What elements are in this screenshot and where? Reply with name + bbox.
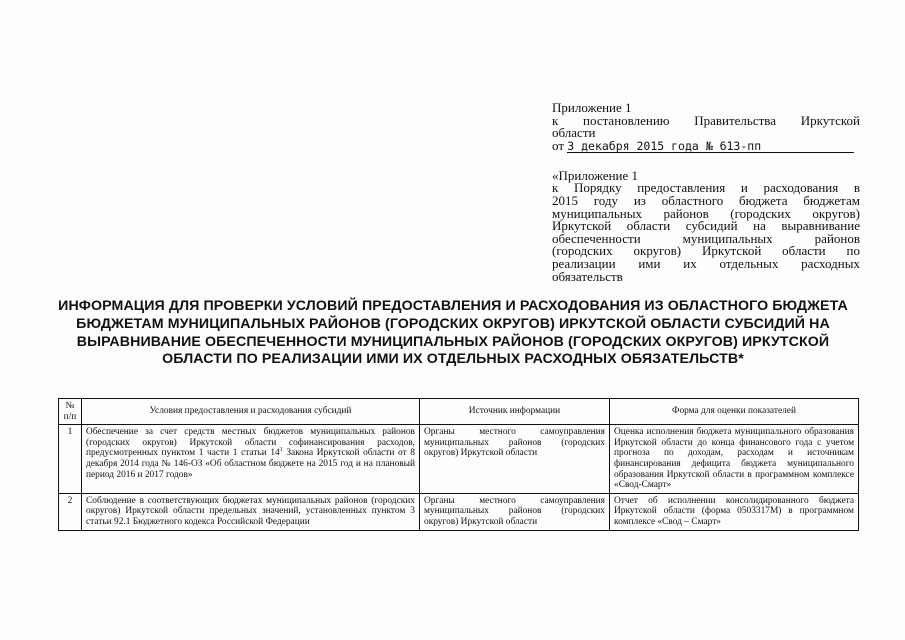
appendix-line: к постановлению Правительства Иркутской [552, 112, 860, 128]
row-conditions: Соблюдение в соответствующих бюджетах муниципальных районов (городских округов) Иркутской области предельных значений, установленных пунктом 3 статьи 92.1 Бюджетного кодекса Российской Федерации [82, 493, 420, 530]
resolution-date-line [552, 137, 860, 153]
row-source: Органы местного самоуправления муниципальных районов (городских округов) Иркутской области [420, 493, 610, 530]
table-header-row [59, 399, 859, 425]
inner-appendix-line: реализации ими их отдельных расходных [552, 255, 860, 271]
table-row [59, 493, 859, 530]
document-title: ИНФОРМАЦИЯ ДЛЯ ПРОВЕРКИ УСЛОВИЙ ПРЕДОСТАВЛЕНИЯ И РАСХОДОВАНИЯ ИЗ ОБЛАСТНОГО БЮДЖЕТА БЮДЖЕТАМ МУНИЦИПАЛЬНЫХ РАЙОНОВ (ГОРОДСКИХ ОКРУГОВ) ИРКУТСКОЙ ОБЛАСТИ СУБСИДИЙ НА ВЫРАВНИВАНИЕ ОБЕСПЕЧЕННОСТИ МУНИЦИПАЛЬНЫХ РАЙОНОВ (ГОРОДСКИХ ОКРУГОВ) ИРКУТСКОЙ ОБЛАСТИ ПО РЕАЛИЗАЦИИ ИМИ ИХ ОТДЕЛЬНЫХ РАСХОДНЫХ ОБЯЗАТЕЛЬСТВ* [58, 298, 848, 368]
appendix-heading: Приложение 1 [552, 100, 632, 115]
row-conditions-part: Обеспечение за счет средств местных бюджетов муниципальных районов (городских округов) Иркутской области софинансирования расходов, предусмотренных пунктом 1 части 1 статьи 14 [86, 427, 415, 459]
table-row [59, 425, 859, 494]
inner-appendix-line: к Порядку предоставления и расходования в [552, 180, 860, 196]
row-conditions [82, 425, 420, 494]
inner-appendix-line: Иркутской области субсидий на выравнивание [552, 218, 860, 234]
row-num: 1 [59, 425, 82, 494]
header-num: № п/п [59, 399, 82, 425]
info-table [58, 398, 859, 531]
inner-appendix-line: 2015 году из областного бюджета бюджетам [552, 192, 860, 208]
row-form: Оценка исполнения бюджета муниципального образования Иркутской области до конца финансового года с учетом прогноза по доходам, расходам и источникам финансирования дефицита бюджета муниципального образования Иркутской области в программном комплексе «Свод-Смарт» [610, 425, 859, 494]
inner-appendix-heading: «Приложение 1 [552, 167, 639, 183]
inner-appendix-line: (городских округов) Иркутской области по [552, 243, 860, 259]
row-num: 2 [59, 493, 82, 530]
header-form: Форма для оценки показателей [610, 399, 859, 425]
inner-appendix-line: муниципальных районов (городских округов) [552, 205, 860, 221]
appendix-line: области [552, 125, 596, 141]
header-source: Источник информации [420, 399, 610, 425]
date-prefix: от [552, 137, 565, 153]
inner-appendix-line: обязательств [552, 268, 623, 284]
header-conditions: Условия предоставления и расходования субсидий [82, 399, 420, 425]
appendix-block [552, 102, 860, 283]
resolution-date: 3 декабря 2015 года № 613-пп [567, 140, 854, 153]
inner-appendix-line: обеспеченности муниципальных районов [552, 230, 860, 246]
row-source: Органы местного самоуправления муниципальных районов (городских округов) Иркутской области [420, 425, 610, 494]
row-conditions-part: Закона Иркутской области от 8 декабря 2014 года № 146-ОЗ «Об областном бюджете на 2015 год и на плановый период 2016 и 2017 годов» [86, 448, 415, 480]
row-form: Отчет об исполнении консолидированного бюджета Иркутской области (форма 0503317М) в программном комплексе «Свод – Смарт» [610, 493, 859, 530]
superscript: 1 [279, 447, 283, 454]
